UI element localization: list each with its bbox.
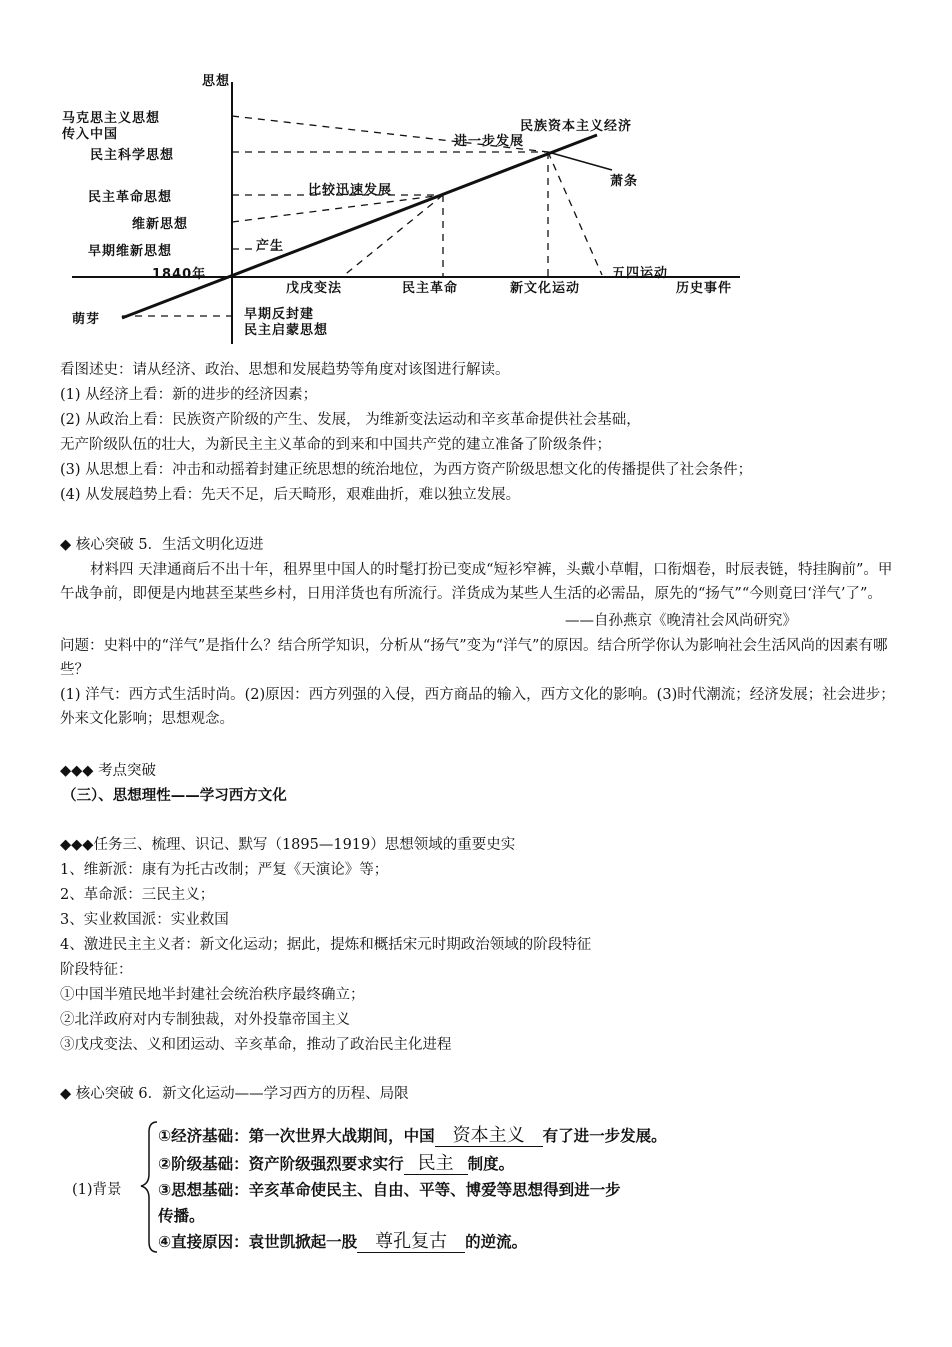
event-may-fourth: 五四运动 xyxy=(612,266,669,281)
stage-decline: 萧条 xyxy=(610,174,639,189)
label-early-reform: 早期维新思想 xyxy=(88,244,173,259)
analysis-p2: (2) 从政治上看：民族资产阶级的产生、发展， 为维新变法运动和辛亥革命提供社会基础， xyxy=(60,412,641,428)
label-marxism: 马克思主义思想 xyxy=(62,111,161,126)
label-democratic-revolution: 民主革命思想 xyxy=(88,190,173,205)
task3-item: 2、革命派：三民主义； xyxy=(60,887,215,903)
task3-item: 3、实业救国派：实业救国 xyxy=(60,912,229,928)
x-axis-title: 历史事件 xyxy=(676,281,733,296)
analysis-p2b: 无产阶级队伍的壮大，为新民主主义革命的到来和中国共产党的建立准备了阶级条件； xyxy=(60,437,611,453)
diagram-lines xyxy=(0,0,952,360)
bg-row-thought-2: 传播。 xyxy=(158,1207,205,1225)
bg-row-thought: ③思想基础：辛亥革命使民主、自由、平等、博爱等思想得到进一步 xyxy=(158,1181,621,1199)
guide-reform xyxy=(232,195,443,222)
bg-label: (1)背景 xyxy=(72,1182,122,1198)
event-revolution: 民主革命 xyxy=(402,281,459,296)
bg-row-economy-b: 有了进一步发展。 xyxy=(542,1127,667,1145)
stage-capital: 民族资本主义经济 xyxy=(520,119,633,134)
task3-item: 4、激进民主主义者：新文化运动；据此，提炼和概括宋元时期政治领域的阶段特征 xyxy=(60,937,592,953)
task3-item: 1、维新派：康有为托古改制；严复《天演论》等； xyxy=(60,862,389,878)
bg-row-direct xyxy=(158,1230,527,1253)
label-democracy-science: 民主科学思想 xyxy=(90,148,175,163)
decline-line xyxy=(548,152,612,170)
task3-item: ③戊戌变法、义和团运动、辛亥革命，推动了政治民主化进程 xyxy=(60,1037,452,1053)
guide-may-fourth xyxy=(548,152,602,275)
origin-label: 1840年 xyxy=(152,267,207,282)
guide-wuxu xyxy=(342,195,443,277)
stage-further: 进一步发展 xyxy=(454,134,525,149)
analysis-intro: 看图述史：请从经济、政治、思想和发展趋势等角度对该图进行解读。 xyxy=(60,362,510,378)
early-thought-1: 早期反封建 xyxy=(244,307,315,322)
bg-row-direct-a: ④直接原因：袁世凯掀起一股 xyxy=(158,1233,358,1251)
core5-question: 问题：史料中的“洋气”是指什么？结合所学知识，分析从“扬气”变为“洋气”的原因。结合所学你认为影响社会生活风尚的因素有哪些？ xyxy=(60,638,888,678)
bg-row-class-a: ②阶级基础：资产阶级强烈要求实行 xyxy=(158,1155,404,1173)
analysis-p1: (1) 从经济上看：新的进步的经济因素； xyxy=(60,387,318,403)
y-axis-title: 思想 xyxy=(202,74,231,89)
exam-heading: ◆◆◆ 考点突破 xyxy=(60,763,157,779)
core5-heading: ◆ 核心突破 5．生活文明化迈进 xyxy=(60,537,264,553)
fill-capitalism: 资本主义 xyxy=(435,1126,543,1147)
fill-democracy: 民主 xyxy=(404,1154,468,1175)
core5-source: ——自孙燕京《晚清社会风尚研究》 xyxy=(565,613,797,629)
stage-produce: 产生 xyxy=(256,239,285,254)
core5-material: 材料四 天津通商后不出十年，租界里中国人的时髦打扮已变成“短衫窄裤，头戴小草帽，口衔烟卷，时辰表链，特挂胸前”。甲午战争前，即便是内地甚至某些乡村，日用洋货也有所流行。洋货成为某些人生活的必需品，原先的“扬气”“今则竟曰‘洋气’了”。 xyxy=(60,562,893,602)
event-new-culture: 新文化运动 xyxy=(510,281,581,296)
cutoff-red-text xyxy=(105,1337,285,1347)
core5-answer: (1) 洋气：西方式生活时尚。(2)原因：西方列强的入侵，西方商品的输入，西方文化的影响。(3)时代潮流；经济发展；社会进步；外来文化影响；思想观念。 xyxy=(60,687,895,727)
early-thought-2: 民主启蒙思想 xyxy=(244,323,329,338)
event-wuxu: 戊戌变法 xyxy=(286,281,343,296)
core6-heading: ◆ 核心突破 6．新文化运动——学习西方的历程、局限 xyxy=(60,1086,409,1102)
task3-item: ①中国半殖民地半封建社会统治秩序最终确立； xyxy=(60,987,365,1003)
bg-row-direct-b: 的逆流。 xyxy=(465,1233,528,1251)
thought-economy-diagram xyxy=(0,0,952,360)
analysis-p4: (4) 从发展趋势上看：先天不足，后天畸形，艰难曲折，难以独立发展。 xyxy=(60,487,521,503)
fill-confucius-revival: 尊孔复古 xyxy=(357,1232,465,1253)
task3-heading: ◆◆◆任务三、梳理、识记、默写（1895—1919）思想领域的重要史实 xyxy=(60,837,516,853)
bg-row-economy xyxy=(158,1124,667,1147)
analysis-p3: (3) 从思想上看：冲击和动摇着封建正统思想的统治地位，为西方资产阶级思想文化的传播提供了社会条件； xyxy=(60,462,753,478)
background-block xyxy=(0,1118,952,1258)
label-marxism-2: 传入中国 xyxy=(62,127,119,142)
bg-row-economy-a: ①经济基础：第一次世界大战期间，中国 xyxy=(158,1127,435,1145)
task3-item: ②北洋政府对内专制独裁，对外投靠帝国主义 xyxy=(60,1012,350,1028)
sprout-label: 萌芽 xyxy=(72,312,101,327)
bg-row-class xyxy=(158,1152,514,1175)
stage-rapid: 比较迅速发展 xyxy=(308,183,393,198)
task3-item: 阶段特征： xyxy=(60,962,133,978)
exam-subheading: （三）、思想理性——学习西方文化 xyxy=(62,788,287,804)
bg-row-class-b: 制度。 xyxy=(467,1155,515,1173)
label-reform: 维新思想 xyxy=(132,217,189,232)
